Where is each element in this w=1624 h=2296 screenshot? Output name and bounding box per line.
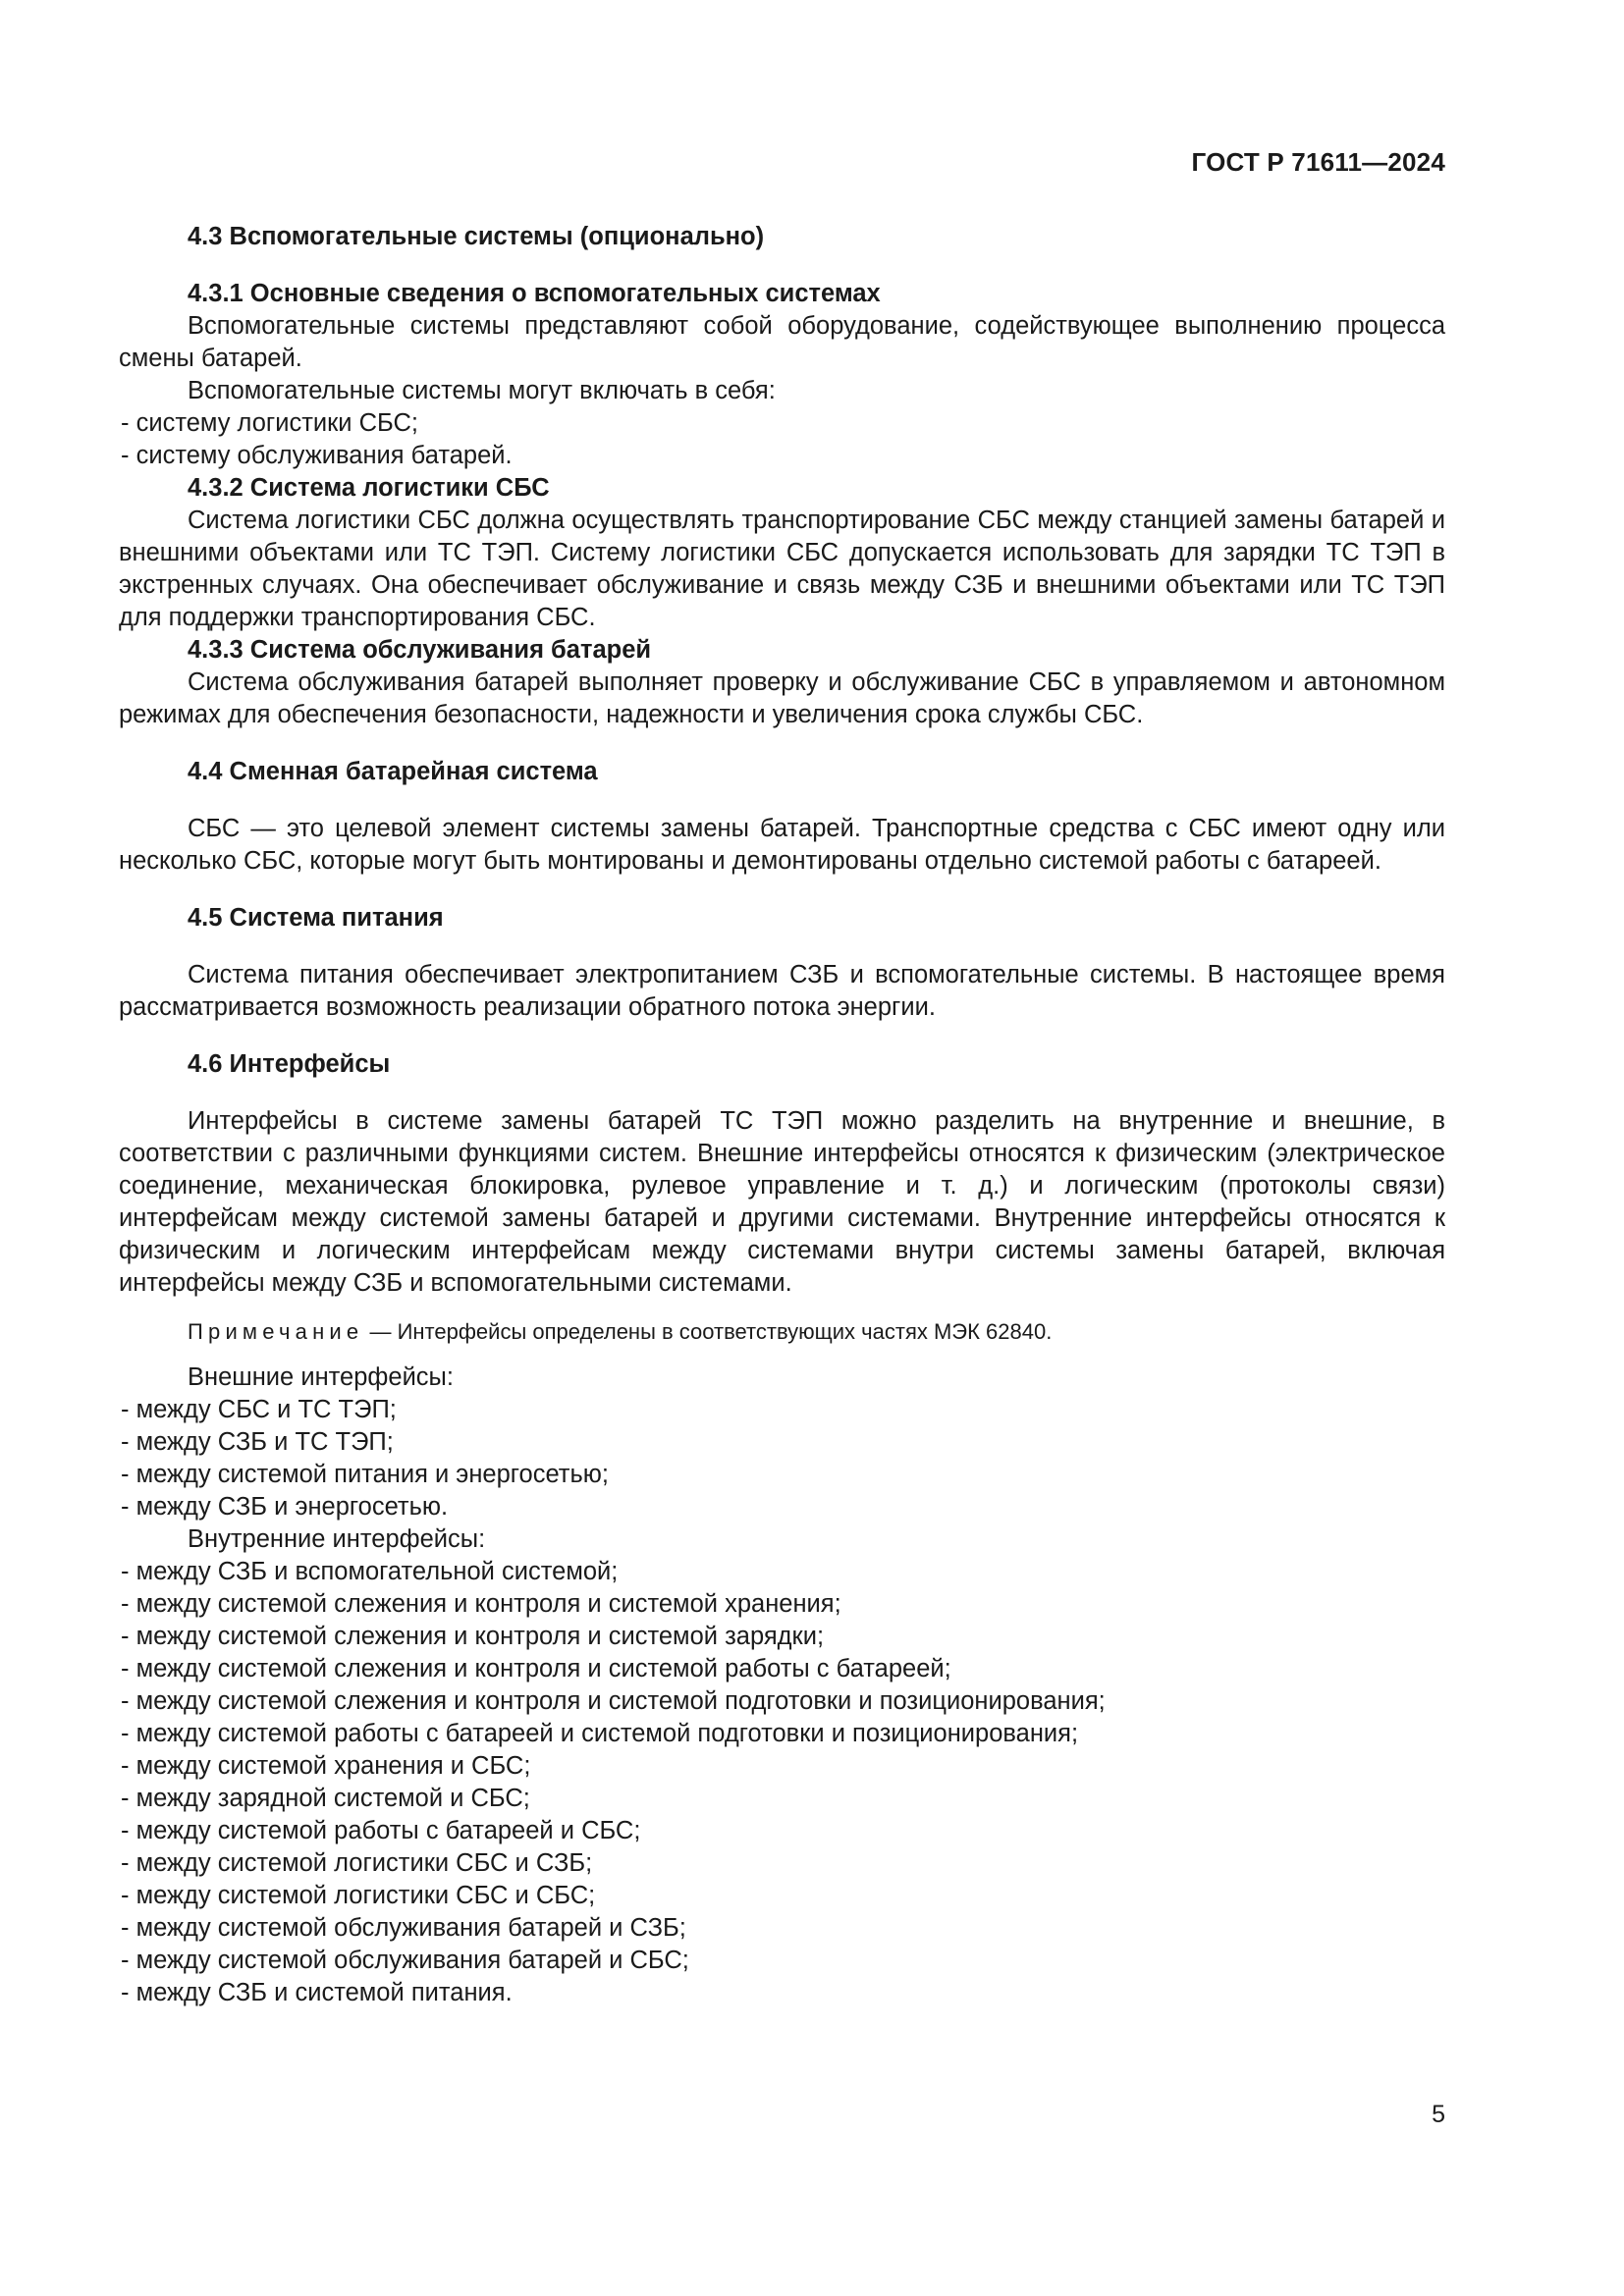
heading-4-5: 4.5 Система питания <box>188 904 444 932</box>
page-number: 5 <box>1432 2101 1445 2128</box>
list-item: - между системой питания и энергосетью; <box>121 1461 609 1488</box>
paragraph: Система обслуживания батарей выполняет проверку и обслуживание СБС в управляемом и автономном режимах для обеспечения безопасности, надежности и увеличения срока службы СБС. <box>119 668 1445 728</box>
heading-4-4: 4.4 Сменная батарейная система <box>188 758 598 785</box>
paragraph: Вспомогательные системы представляют собой оборудование, содействующее выполнению процесса смены батарей. <box>119 312 1445 372</box>
list-item: - между системой обслуживания батарей и СБС; <box>121 1947 689 1974</box>
list-item: - между СЗБ и системой питания. <box>121 1979 513 2006</box>
list-item: - между СБС и ТС ТЭП; <box>121 1396 397 1423</box>
paragraph: Вспомогательные системы могут включать в себя: <box>188 377 776 404</box>
heading-4-3: 4.3 Вспомогательные системы (опционально) <box>188 223 765 250</box>
note-text: — Интерфейсы определены в соответствующих частях МЭК 62840. <box>363 1319 1053 1344</box>
note <box>119 1315 1445 1348</box>
list-title: Внутренние интерфейсы: <box>188 1525 486 1553</box>
heading-4-3-1: 4.3.1 Основные сведения о вспомогательных системах <box>188 280 881 307</box>
list-item: - между системой логистики СБС и СЗБ; <box>121 1849 593 1877</box>
list-item: - между системой слежения и контроля и системой подготовки и позиционирования; <box>121 1687 1106 1715</box>
list-item: - между системой работы с батареей и СБС; <box>121 1817 641 1844</box>
heading-4-6: 4.6 Интерфейсы <box>188 1050 391 1078</box>
list-item: - между системой слежения и контроля и системой зарядки; <box>121 1623 825 1650</box>
list-item: - между СЗБ и ТС ТЭП; <box>121 1428 394 1456</box>
list-item: - между системой работы с батареей и системой подготовки и позиционирования; <box>121 1720 1079 1747</box>
list-item: - между системой обслуживания батарей и СЗБ; <box>121 1914 686 1942</box>
list-item: - между системой логистики СБС и СБС; <box>121 1882 596 1909</box>
document-body <box>119 221 1445 2009</box>
heading-4-3-2: 4.3.2 Система логистики СБС <box>188 474 550 502</box>
paragraph: Интерфейсы в системе замены батарей ТС ТЭП можно разделить на внутренние и внешние, в соответствии с различными функциями систем. Внешние интерфейсы относятся к физическим (электрическое соединение, механическая блокировка, рулевое управление и т. д.) и логическим (протоколы связи) интерфейсам между системой замены батарей и другими системами. Внутренние интерфейсы относятся к физическим и логическим интерфейсам между системами внутри системы замены батарей, включая интерфейсы между СЗБ и вспомогательными системами. <box>119 1107 1445 1297</box>
paragraph: СБС — это целевой элемент системы замены батарей. Транспортные средства с СБС имеют одну или несколько СБС, которые могут быть монтированы и демонтированы отдельно системой работы с батареей. <box>119 815 1445 875</box>
document-code: ГОСТ Р 71611—2024 <box>1191 147 1445 177</box>
paragraph: Система питания обеспечивает электропитанием СЗБ и вспомогательные системы. В настоящее время рассматривается возможность реализации обратного потока энергии. <box>119 961 1445 1021</box>
heading-4-3-3: 4.3.3 Система обслуживания батарей <box>188 636 652 664</box>
list-item: - между зарядной системой и СБС; <box>121 1785 530 1812</box>
list-item: - между системой слежения и контроля и системой хранения; <box>121 1590 841 1618</box>
list-item: - систему логистики СБС; <box>121 409 418 437</box>
list-title: Внешние интерфейсы: <box>188 1363 454 1391</box>
list-item: - систему обслуживания батарей. <box>121 442 513 469</box>
list-item: - между системой слежения и контроля и системой работы с батареей; <box>121 1655 951 1682</box>
list-item: - между системой хранения и СБС; <box>121 1752 531 1780</box>
list-item: - между СЗБ и энергосетью. <box>121 1493 449 1521</box>
list-item: - между СЗБ и вспомогательной системой; <box>121 1558 619 1585</box>
paragraph: Система логистики СБС должна осуществлять транспортирование СБС между станцией замены батарей и внешними объектами или ТС ТЭП. Систему логистики СБС допускается использовать для зарядки ТС ТЭП в экстренных случаях. Она обеспечивает обслуживание и связь между СЗБ и внешними объектами или ТС ТЭП для поддержки транспортирования СБС. <box>119 507 1445 631</box>
note-label: Примечание <box>188 1319 364 1344</box>
